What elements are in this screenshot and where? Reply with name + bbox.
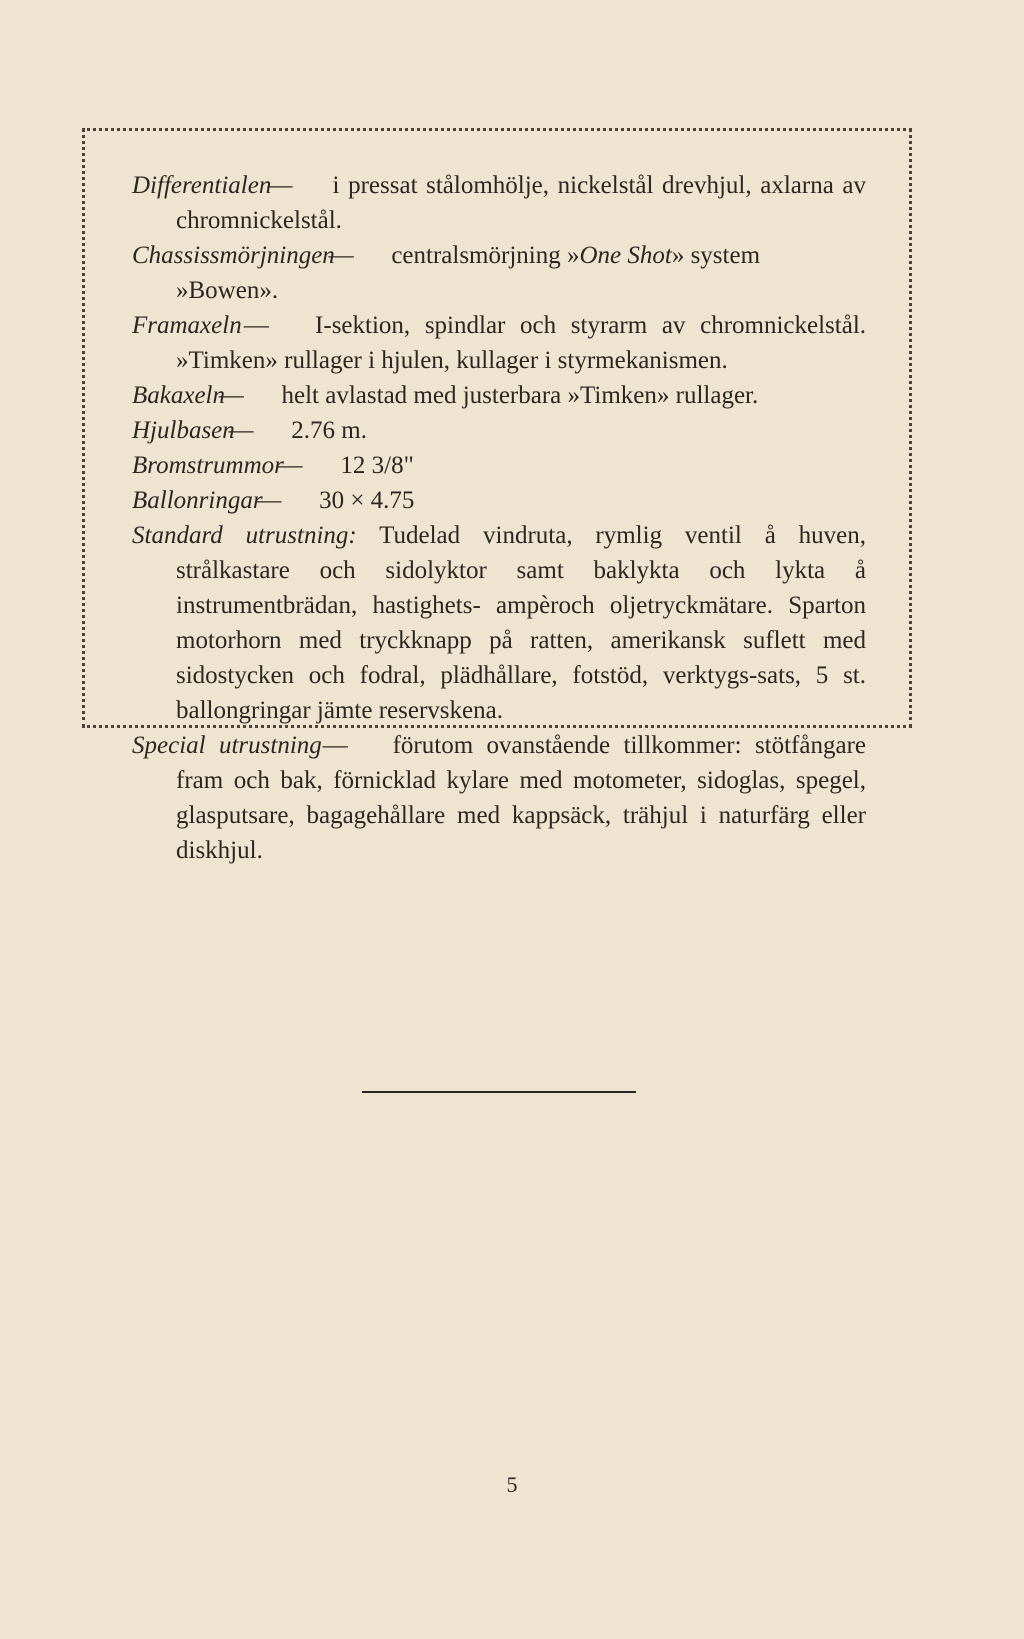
- spec-term: Differentialen: [132, 172, 272, 199]
- spec-term: Special utrustning: [132, 732, 322, 759]
- spec-text: helt avlastad med justerbara »Timken» rullager.: [281, 382, 759, 409]
- spec-term: Chassissmörjningen: [132, 242, 335, 269]
- spec-text: 2.76 m.: [291, 417, 367, 444]
- spec-text: förutom ovanstående tillkommer: stötfångare fram och bak, förnicklad kylare med motometer, sidoglas, spegel, glasputsare, bagagehållare med kappsäck, trähjul i naturfärg eller diskhjul.: [176, 732, 867, 864]
- spec-differentialen: [132, 168, 866, 238]
- spec-term: Bromstrummor: [132, 452, 284, 479]
- spec-term: Ballonringar: [132, 487, 263, 514]
- spec-separator: —: [328, 242, 354, 269]
- spec-term: Hjulbasen: [132, 417, 235, 444]
- horizontal-rule: [362, 1091, 636, 1093]
- spec-separator: —: [277, 452, 303, 479]
- spec-text: 12 3/8": [340, 452, 414, 479]
- spec-standard-utrustning: [132, 518, 866, 728]
- spec-separator: —: [243, 312, 269, 339]
- spec-term: Standard utrustning:: [132, 522, 357, 549]
- spec-separator: —: [218, 382, 244, 409]
- spec-chassissmorjningen: [132, 238, 866, 308]
- spec-bakaxeln: [132, 378, 866, 413]
- spec-separator: —: [228, 417, 254, 444]
- spec-term: Framaxeln: [132, 312, 242, 339]
- spec-ballonringar: [132, 483, 866, 518]
- spec-text-after: » system »Bowen».: [176, 242, 761, 304]
- spec-special-utrustning: [132, 728, 866, 868]
- spec-text: 30 × 4.75: [319, 487, 415, 514]
- page-number: 5: [506, 1472, 518, 1497]
- spec-term: Bakaxeln: [132, 382, 226, 409]
- spec-bromstrummor: [132, 448, 866, 483]
- specifications-list: [132, 168, 866, 868]
- spec-text-italic: One Shot: [579, 242, 672, 269]
- spec-hjulbasen: [132, 413, 866, 448]
- spec-separator: —: [256, 487, 282, 514]
- spec-text-before: centralsmörjning »: [391, 242, 580, 269]
- spec-separator: —: [267, 172, 293, 199]
- spec-separator: —: [322, 732, 348, 759]
- spec-text: i pressat stålomhölje, nickelstål drevhjul, axlarna av chromnickelstål.: [176, 172, 866, 234]
- spec-text: Tudelad vindruta, rymlig ventil å huven, strålkastare och sidolyktor samt baklykta och lykta å instrumentbrädan, hastighets- ampèroch oljetryckmätare. Sparton motorhorn med tryckknapp på ratten, amerikansk suflett med sidostycken och fodral, plädhållare, fotstöd, verktygs-sats, 5 st. ballongringar jämte reservskena.: [176, 522, 866, 724]
- spec-framaxeln: [132, 308, 866, 378]
- spec-text: I-sektion, spindlar och styrarm av chromnickelstål. »Timken» rullager i hjulen, kullager i styrmekanismen.: [176, 312, 867, 374]
